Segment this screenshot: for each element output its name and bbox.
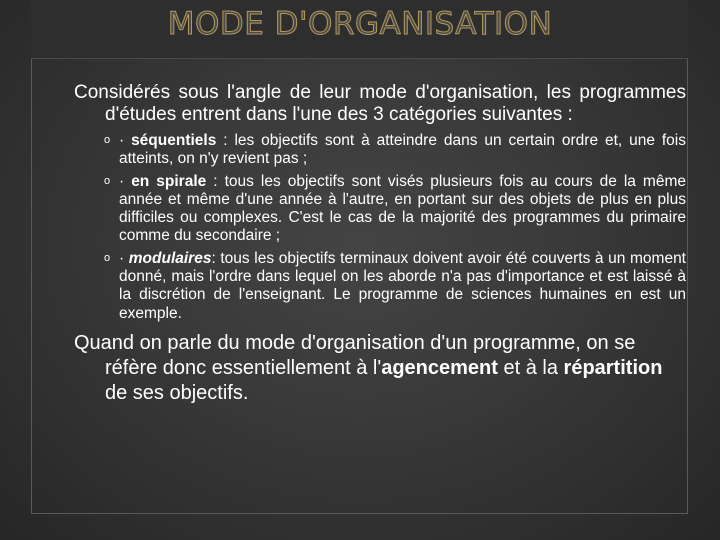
circle-bullet-icon: o [104, 251, 111, 264]
item-term: modulaires [128, 249, 212, 267]
conclusion-text-1: Quand on parle du mode d'organisation d'un programme, on se réfère donc essentiellement à l' [74, 331, 636, 379]
item-prefix: · [119, 132, 132, 149]
item-prefix: · [119, 249, 129, 267]
item-term: en spirale [131, 172, 207, 190]
slide-content [74, 82, 686, 406]
category-list [74, 131, 686, 323]
circle-bullet-icon: o [104, 174, 111, 187]
conclusion-text-2: et à la [497, 356, 564, 379]
conclusion-text-3: de ses objectifs. [105, 381, 249, 404]
intro-paragraph: Considérés sous l'angle de leur mode d'organisation, les programmes d'études entrent dans l'une des 3 catégories suivantes : [74, 82, 686, 125]
item-text: : tous les objectifs sont visés plusieurs fois au cours de la même année et même d'une année à l'autre, en portant sur des objets de plus en plus difficiles ou complexes. C'est le cas de la majorité des programmes du primaire comme du secondaire ; [119, 172, 686, 245]
item-term: séquentiels [131, 132, 217, 149]
list-item-modulaires [104, 249, 686, 323]
conclusion-bold-repartition: répartition [563, 356, 663, 379]
item-text: : les objectifs sont à atteindre dans un certain ordre et, une fois atteints, on n'y revient pas ; [119, 132, 686, 168]
conclusion-paragraph [74, 331, 686, 406]
conclusion-bold-agencement: agencement [381, 356, 498, 379]
list-item-sequentiels [104, 131, 686, 169]
slide-title: MODE D'ORGANISATION [167, 6, 553, 42]
circle-bullet-icon: o [104, 134, 111, 146]
item-text: : tous les objectifs terminaux doivent avoir été couverts à un moment donné, mais l'ordre dans lequel on les aborde n'a pas d'importance et est laissé à la discrétion de l'enseignant. Le programme de sciences humaines en est un exemple. [119, 249, 686, 322]
list-item-spirale [104, 172, 686, 246]
item-prefix: · [119, 172, 132, 190]
